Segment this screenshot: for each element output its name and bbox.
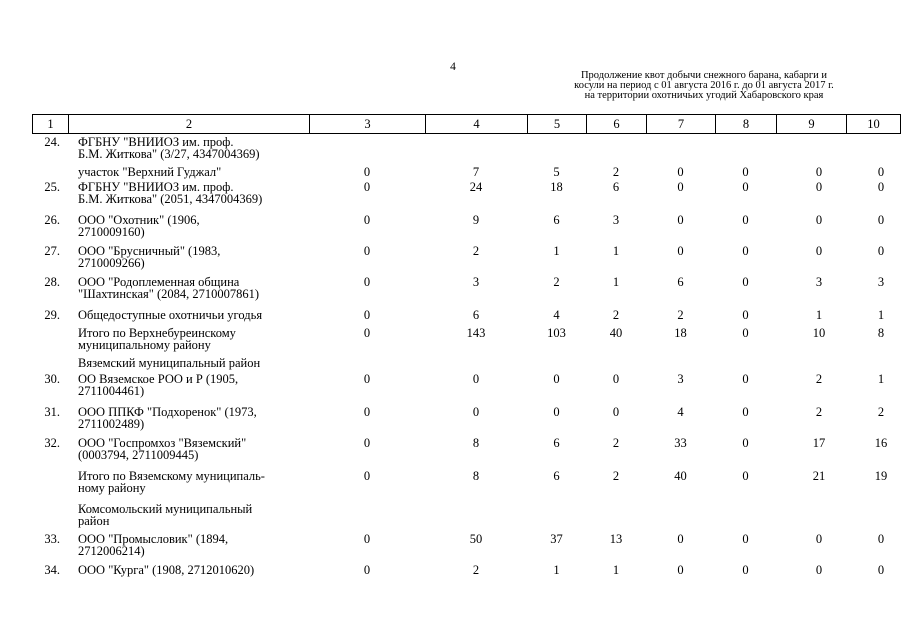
cell-col-6: 13 [609, 532, 623, 546]
cell-col-6: 0 [612, 405, 620, 419]
row-number: 32. [44, 436, 60, 450]
cell-col-10: 8 [877, 326, 885, 340]
cell-col-7: 0 [677, 180, 684, 194]
cell-col-7: 2 [677, 308, 684, 322]
row-number: 34. [44, 563, 60, 577]
table-row [32, 137, 900, 167]
row-name-line: ФГБНУ "ВНИИОЗ им. проф. [78, 135, 234, 149]
cell-col-4: 2 [472, 244, 480, 258]
cell-col-6: 3 [612, 213, 620, 227]
cell-col-5: 4 [553, 308, 560, 322]
row-name-line: ООО "Охотник" (1906, [78, 213, 200, 227]
caption-line: косули на период с 01 августа 2016 г. до 01 августа 2017 г. [574, 79, 834, 91]
cell-col-6: 2 [612, 165, 620, 179]
column-header: 9 [777, 115, 847, 134]
cell-col-6 [586, 137, 646, 167]
cell-col-7: 40 [674, 469, 687, 483]
cell-col-4: 0 [472, 372, 480, 386]
row-number: 30. [44, 372, 60, 386]
cell-col-9: 0 [815, 244, 823, 258]
cell-col-5: 6 [553, 436, 560, 450]
cell-col-3: 0 [363, 213, 371, 227]
row-name [68, 182, 309, 215]
table-row [32, 246, 900, 277]
column-header: 8 [716, 115, 777, 134]
table-row [32, 215, 900, 246]
cell-col-9: 1 [815, 308, 823, 322]
column-header: 5 [528, 115, 587, 134]
cell-col-10: 19 [874, 469, 888, 483]
cell-col-9: 0 [815, 532, 823, 546]
row-number [32, 471, 68, 504]
cell-col-8: 0 [742, 244, 749, 258]
row-name [68, 534, 309, 565]
cell-col-8: 0 [742, 405, 749, 419]
cell-col-10: 0 [877, 165, 885, 179]
row-name-line: Комсомольский муниципальный [78, 502, 253, 516]
cell-col-8: 0 [742, 563, 749, 577]
row-name [68, 215, 309, 246]
row-name-line: участок "Верхний Гуджал" [78, 165, 222, 179]
row-name-line: Итого по Верхнебуреинскому [78, 326, 236, 340]
cell-col-3 [309, 504, 425, 534]
cell-col-3 [309, 137, 425, 167]
cell-col-5: 1 [553, 563, 560, 577]
cell-col-9: 0 [815, 563, 823, 577]
row-name-line: 2711004461) [78, 383, 145, 398]
cell-col-4: 24 [469, 180, 483, 194]
cell-col-10: 0 [877, 532, 885, 546]
cell-col-7 [646, 504, 715, 534]
cell-col-3: 0 [363, 563, 371, 577]
cell-col-8: 0 [742, 213, 749, 227]
caption-line: на территории охотничьих угодий Хабаровского края [584, 89, 824, 101]
column-header: 7 [647, 115, 716, 134]
cell-col-4: 6 [472, 308, 480, 322]
cell-col-8: 0 [742, 326, 749, 340]
cell-col-10: 0 [877, 244, 885, 258]
cell-col-7: 33 [674, 436, 687, 450]
row-name-line: ООО "Брусничный" (1983, [78, 244, 221, 258]
row-name-line: "Шахтинская" (2084, 2710007861) [78, 286, 260, 301]
row-name-line: ООО "Промысловик" (1894, [78, 532, 229, 546]
cell-col-3: 0 [363, 405, 371, 419]
row-name-line: 2710009160) [78, 224, 145, 239]
cell-col-9: 3 [815, 275, 823, 289]
cell-col-5: 2 [553, 275, 560, 289]
cell-col-4: 8 [472, 436, 480, 450]
cell-col-7: 4 [677, 405, 684, 419]
cell-col-9: 2 [815, 372, 823, 386]
cell-col-9: 0 [815, 165, 823, 179]
cell-col-9: 10 [812, 326, 826, 340]
row-name [68, 438, 309, 471]
cell-col-7: 0 [677, 532, 684, 546]
cell-col-7: 6 [677, 275, 684, 289]
cell-col-3: 0 [363, 244, 371, 258]
cell-col-4: 7 [472, 165, 480, 179]
cell-col-3: 0 [363, 326, 371, 340]
cell-col-3: 0 [363, 469, 371, 483]
cell-col-8: 0 [742, 165, 749, 179]
row-name-line: (0003794, 2711009445) [78, 447, 199, 462]
cell-col-6: 1 [612, 275, 620, 289]
cell-col-6: 40 [609, 326, 623, 340]
cell-col-6: 1 [612, 563, 620, 577]
cell-col-8: 0 [742, 436, 749, 450]
table-caption [540, 71, 868, 100]
cell-col-5: 1 [553, 244, 560, 258]
cell-col-8: 0 [742, 180, 749, 194]
cell-col-9 [776, 504, 846, 534]
table-row [32, 534, 900, 565]
cell-col-5: 37 [550, 532, 563, 546]
cell-col-3: 0 [363, 532, 371, 546]
column-header: 6 [587, 115, 647, 134]
table-row [32, 438, 900, 471]
cell-col-7 [646, 137, 715, 167]
row-name-line: Итого по Вяземскому муниципаль- [78, 469, 265, 483]
row-name-line: ООО "Госпромхоз "Вяземский" [78, 436, 247, 450]
table-row [32, 504, 900, 534]
cell-col-5 [527, 504, 586, 534]
cell-col-5: 0 [553, 405, 560, 419]
cell-col-5: 5 [553, 165, 560, 179]
row-name-line: 2712006214) [78, 543, 145, 558]
row-number: 28. [44, 275, 60, 289]
column-header: 1 [33, 115, 69, 134]
row-number: 27. [44, 244, 60, 258]
cell-col-10 [846, 504, 900, 534]
cell-col-4: 2 [472, 563, 480, 577]
cell-col-7: 0 [677, 213, 684, 227]
cell-col-6: 2 [612, 469, 620, 483]
cell-col-3: 0 [363, 180, 371, 194]
cell-col-10: 0 [877, 180, 885, 194]
row-number [32, 328, 68, 358]
cell-col-10: 16 [874, 436, 888, 450]
cell-col-5: 6 [553, 213, 560, 227]
cell-col-4: 143 [466, 326, 486, 340]
cell-col-5: 103 [547, 326, 566, 340]
row-name [68, 137, 309, 167]
cell-col-10: 0 [877, 563, 885, 577]
row-name-line: ОО Вяземское РОО и Р (1905, [78, 372, 239, 386]
cell-col-5 [527, 137, 586, 167]
cell-col-3: 0 [363, 275, 371, 289]
column-header: 10 [847, 115, 901, 134]
cell-col-7: 0 [677, 165, 684, 179]
row-name [68, 504, 309, 534]
cell-col-7: 3 [677, 372, 684, 386]
cell-col-3: 0 [363, 165, 371, 179]
cell-col-10 [846, 358, 900, 374]
row-name-line: Вяземский муниципальный район [78, 356, 261, 370]
row-name [68, 374, 309, 407]
cell-col-4: 8 [472, 469, 480, 483]
cell-col-10: 1 [877, 308, 885, 322]
row-number: 25. [44, 180, 60, 194]
table-row [32, 407, 900, 438]
cell-col-5: 0 [553, 372, 560, 386]
cell-col-6: 6 [612, 180, 620, 194]
row-name-line: Б.М. Житкова" (2051, 4347004369) [78, 191, 263, 206]
cell-col-8: 0 [742, 469, 749, 483]
caption-line: Продолжение квот добычи снежного барана, кабарги и [580, 70, 828, 81]
row-number [32, 504, 68, 534]
cell-col-4: 0 [472, 405, 480, 419]
cell-col-7: 0 [677, 563, 684, 577]
row-name-line: Б.М. Житкова" (3/27, 4347004369) [78, 146, 260, 161]
cell-col-8: 0 [742, 275, 749, 289]
row-name-line: ООО "Курга" (1908, 2712010620) [78, 563, 255, 577]
cell-col-3: 0 [363, 436, 371, 450]
table-row [32, 471, 900, 504]
row-number: 24. [44, 135, 60, 149]
table-row [32, 182, 900, 215]
row-name-line: ООО "Родоплеменная община [78, 275, 240, 289]
cell-col-7: 18 [674, 326, 687, 340]
cell-col-8: 0 [742, 372, 749, 386]
cell-col-10: 2 [877, 405, 885, 419]
cell-col-9: 21 [812, 469, 826, 483]
cell-col-7: 0 [677, 244, 684, 258]
cell-col-6: 1 [612, 244, 620, 258]
cell-col-9: 0 [815, 180, 823, 194]
row-number: 29. [44, 308, 60, 322]
row-name [68, 277, 309, 310]
row-name-line: 2710009266) [78, 255, 145, 270]
cell-col-9 [776, 137, 846, 167]
page-number: 4 [450, 61, 456, 73]
cell-col-10: 1 [877, 372, 885, 386]
cell-col-4: 50 [469, 532, 483, 546]
row-name [68, 407, 309, 438]
row-name-line: муниципальному району [78, 337, 211, 352]
row-name-line: ООО ППКФ "Подхоренок" (1973, [78, 405, 257, 419]
cell-col-10 [846, 137, 900, 167]
cell-col-8: 0 [742, 308, 749, 322]
table-row [32, 277, 900, 310]
row-name-line: ФГБНУ "ВНИИОЗ им. проф. [78, 180, 234, 194]
cell-col-9: 0 [815, 213, 823, 227]
cell-col-8 [715, 504, 776, 534]
row-name-line: 2711002489) [78, 416, 145, 431]
row-name [68, 328, 309, 358]
cell-col-8 [715, 137, 776, 167]
cell-col-4 [425, 137, 527, 167]
row-number: 31. [44, 405, 60, 419]
cell-col-5: 6 [553, 469, 560, 483]
row-number: 33. [44, 532, 60, 546]
table-row [32, 374, 900, 407]
row-name-line: ному району [78, 480, 146, 495]
row-name-line: район [78, 513, 110, 528]
table-row [32, 328, 900, 358]
cell-col-4: 9 [472, 213, 480, 227]
column-header: 4 [426, 115, 528, 134]
cell-col-10: 0 [877, 213, 885, 227]
row-number: 26. [44, 213, 60, 227]
cell-col-6: 0 [612, 372, 620, 386]
cell-col-6 [586, 504, 646, 534]
row-name [68, 246, 309, 277]
cell-col-9 [776, 358, 846, 374]
row-name [68, 565, 309, 585]
row-name-line: Общедоступные охотничьи угодья [78, 308, 263, 322]
cell-col-5: 18 [550, 180, 563, 194]
cell-col-3: 0 [363, 372, 371, 386]
row-name [68, 471, 309, 504]
cell-col-6: 2 [612, 436, 620, 450]
cell-col-9: 2 [815, 405, 823, 419]
cell-col-9: 17 [812, 436, 826, 450]
cell-col-10: 3 [877, 275, 885, 289]
table-row [32, 565, 900, 585]
table-header [32, 114, 901, 134]
quota-table [32, 137, 900, 585]
cell-col-4 [425, 504, 527, 534]
cell-col-6: 2 [612, 308, 620, 322]
column-header: 2 [69, 115, 310, 134]
column-header: 3 [310, 115, 426, 134]
cell-col-4: 3 [472, 275, 480, 289]
cell-col-8: 0 [742, 532, 749, 546]
cell-col-3: 0 [363, 308, 371, 322]
